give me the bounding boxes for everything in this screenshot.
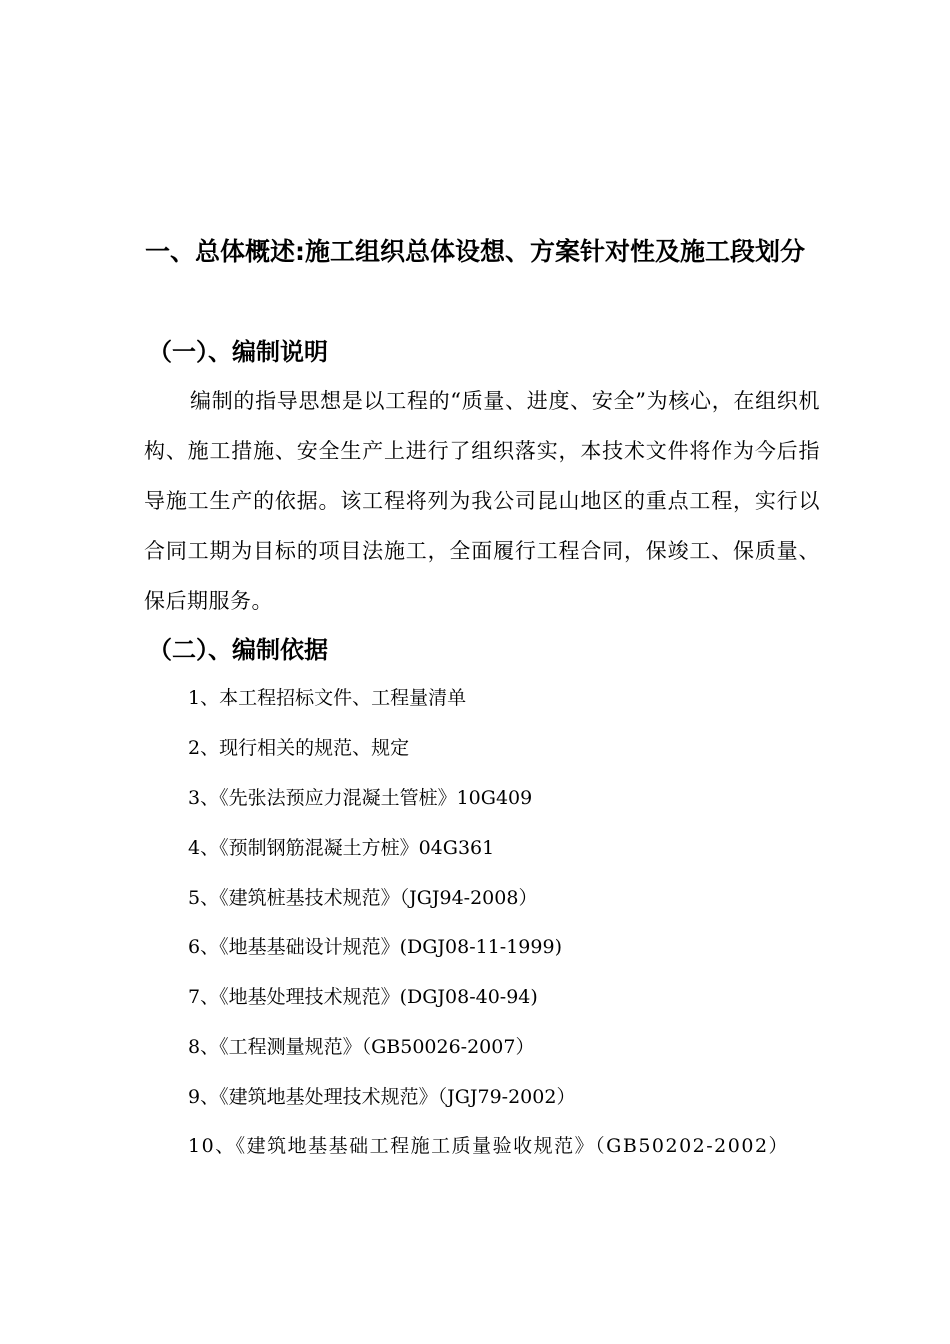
- basis-list-item: 6、《地基基础设计规范》(DGJ08-11-1999): [188, 936, 562, 958]
- section-heading-compilation-basis: （二）、编制依据: [148, 636, 328, 664]
- basis-list-item: 3、《先张法预应力混凝土管桩》10G409: [188, 787, 533, 809]
- basis-list-item: 9、《建筑地基处理技术规范》（JGJ79-2002）: [188, 1086, 576, 1108]
- basis-list-item: 1、本工程招标文件、工程量清单: [188, 687, 467, 709]
- compilation-notes-paragraph: 编制的指导思想是以工程的“质量、进度、安全”为核心，在组织机构、施工措施、安全生产上进行了组织落实，本技术文件将作为今后指导施工生产的依据。该工程将列为我公司昆山地区的重点工程，实行以合同工期为目标的项目法施工，全面履行工程合同，保竣工、保质量、保后期服务。: [144, 389, 820, 613]
- basis-list-item: 5、《建筑桩基技术规范》（JGJ94-2008）: [188, 887, 538, 909]
- basis-list-item: 8、《工程测量规范》（GB50026-2007）: [188, 1036, 535, 1058]
- section-heading-compilation-notes: （一）、编制说明: [148, 338, 328, 366]
- basis-list-item: 4、《预制钢筋混凝土方桩》04G361: [188, 837, 495, 859]
- basis-list-item: 10、《建筑地基基础工程施工质量验收规范》（GB50202-2002）: [188, 1135, 790, 1157]
- basis-list-item: 2、现行相关的规范、规定: [188, 737, 410, 759]
- chapter-title: 一、总体概述:施工组织总体设想、方案针对性及施工段划分: [145, 237, 805, 266]
- basis-list-item: 7、《地基处理技术规范》(DGJ08-40-94): [188, 986, 538, 1008]
